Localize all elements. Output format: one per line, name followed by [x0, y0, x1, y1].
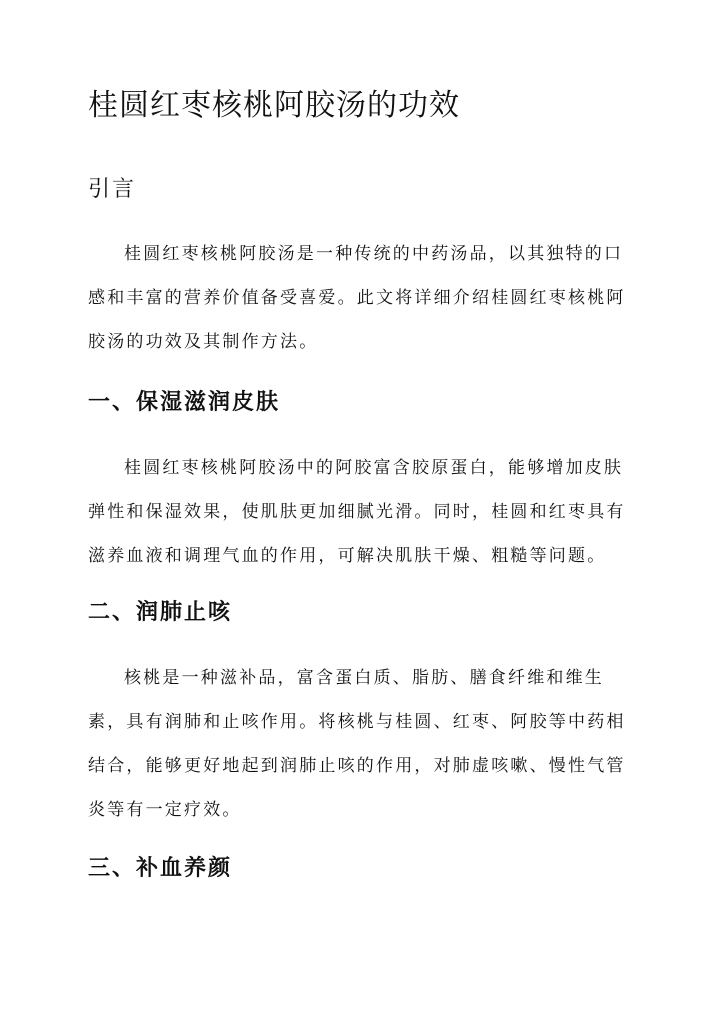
section-heading-blood-beauty: 三、补血养颜: [88, 855, 233, 881]
section-heading-moisturize-skin: 一、保湿滋润皮肤: [88, 389, 281, 415]
lung-cough-paragraph: 核桃是一种滋补品，富含蛋白质、脂肪、膳食纤维和维生素，具有润肺和止咳作用。将核桃与桂圆、红枣、阿胶等中药相结合，能够更好地起到润肺止咳的作用，对肺虚咳嗽、慢性气管炎等有一定疗效。: [88, 668, 626, 820]
section-heading-introduction: 引言: [88, 177, 137, 202]
section-heading-lung-cough: 二、润肺止咳: [88, 599, 233, 625]
introduction-paragraph: 桂圆红枣核桃阿胶汤是一种传统的中药汤品，以其独特的口感和丰富的营养价值备受喜爱。此文将详细介绍桂圆红枣核桃阿胶汤的功效及其制作方法。: [88, 244, 626, 352]
moisturize-skin-paragraph: 桂圆红枣核桃阿胶汤中的阿胶富含胶原蛋白，能够增加皮肤弹性和保湿效果，使肌肤更加细腻光滑。同时，桂圆和红枣具有滋养血液和调理气血的作用，可解决肌肤干燥、粗糙等问题。: [88, 458, 626, 566]
document-title: 桂圆红枣核桃阿胶汤的功效: [88, 88, 460, 123]
